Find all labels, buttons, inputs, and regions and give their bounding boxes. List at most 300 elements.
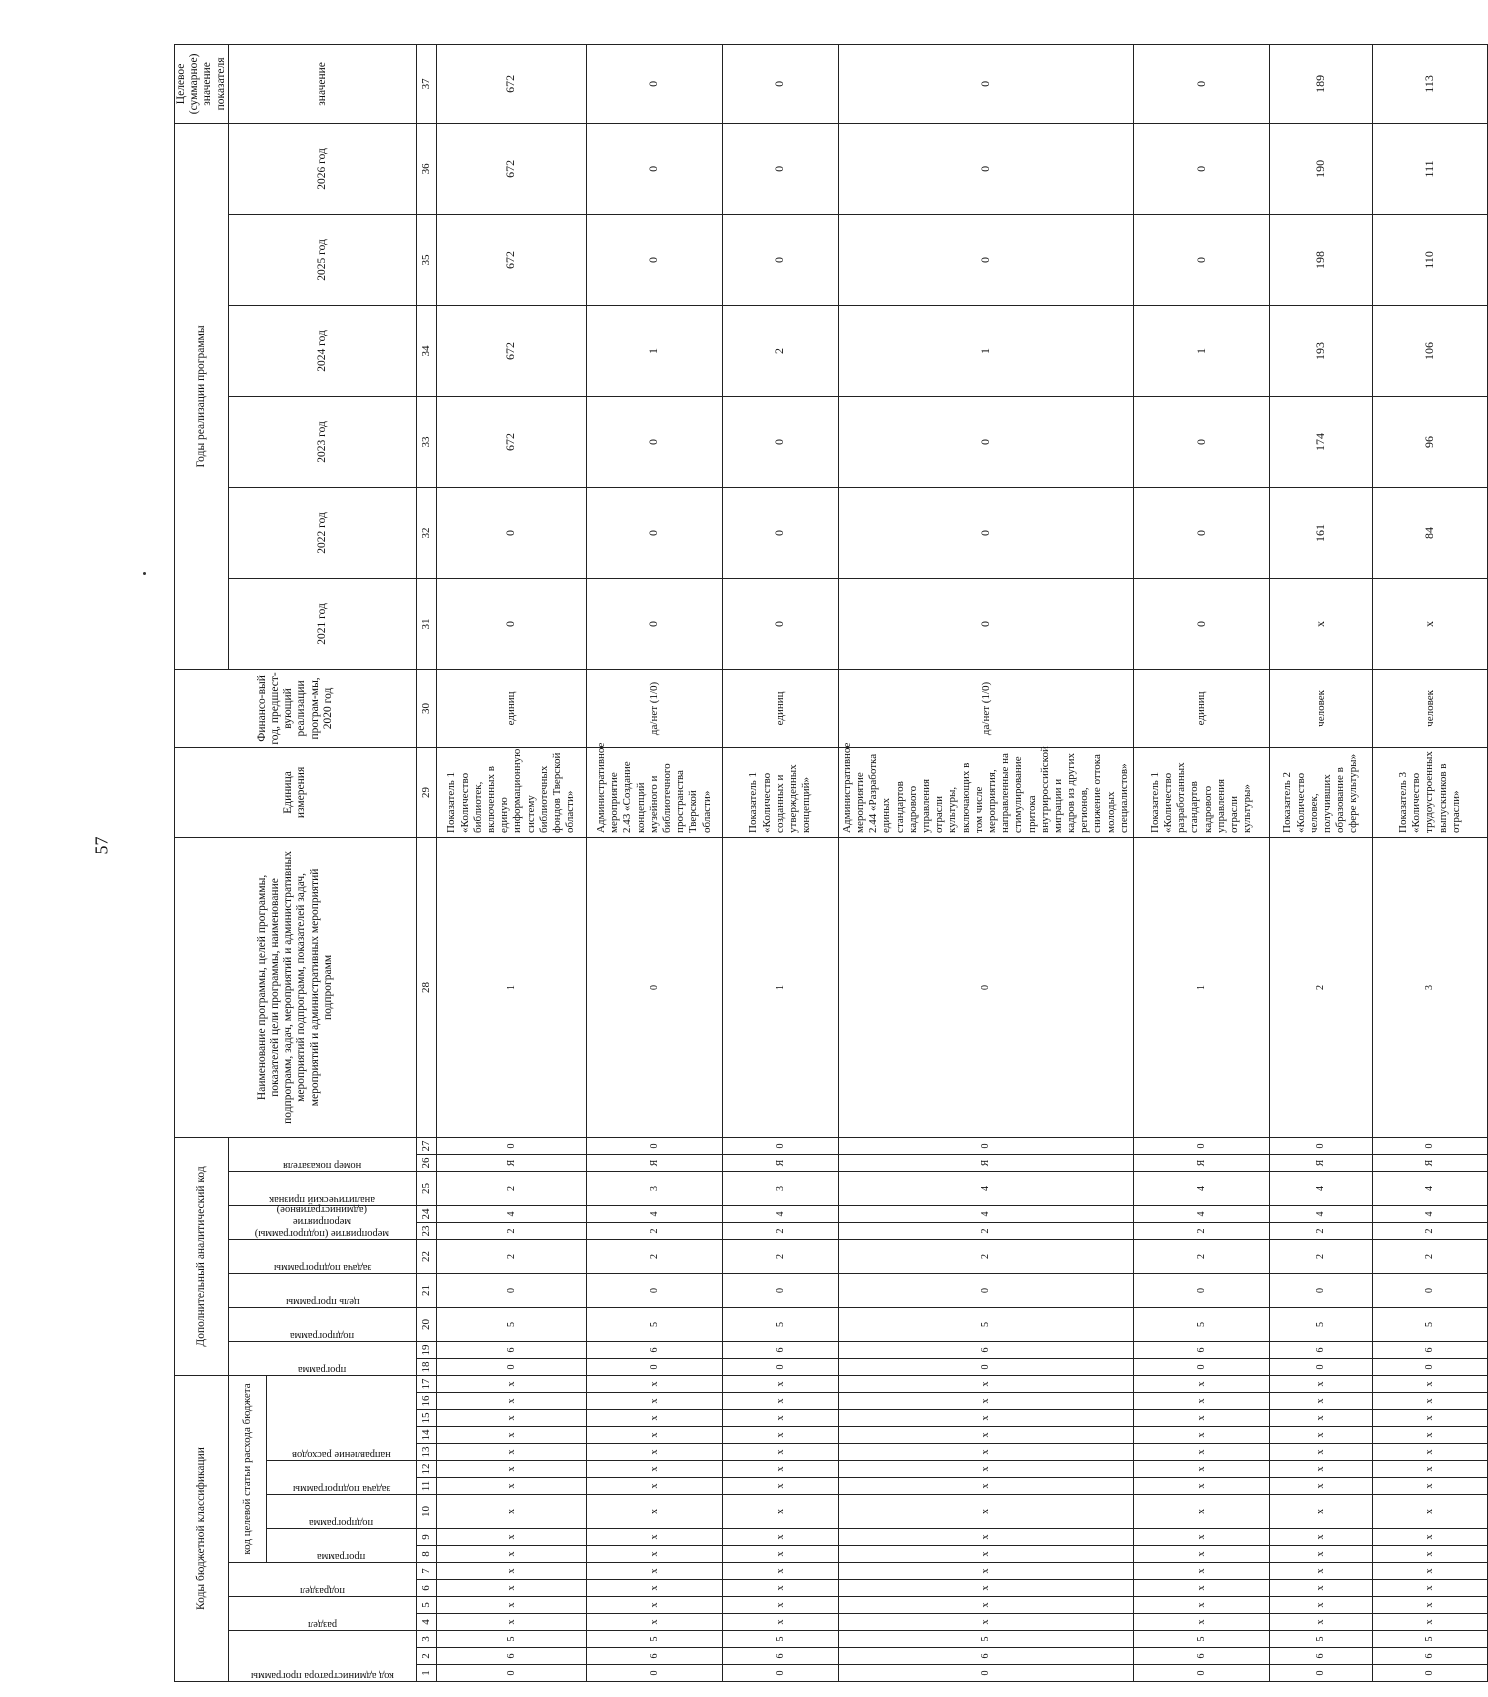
column-number: 7 — [416, 1563, 436, 1580]
value-cell: 0 — [838, 487, 1133, 578]
code-cell: х — [1134, 1427, 1270, 1444]
code-cell: х — [838, 1546, 1133, 1563]
code-cell: Я — [722, 1154, 838, 1171]
code-cell: 6 — [586, 1341, 722, 1358]
code-cell: 2 — [1134, 1222, 1270, 1239]
column-number: 26 — [416, 1154, 436, 1171]
column-number: 28 — [416, 837, 436, 1137]
code-cell: х — [586, 1546, 722, 1563]
value-cell: 0 — [586, 123, 722, 214]
code-cell: 0 — [1373, 1665, 1488, 1682]
code-cell: 3 — [586, 1171, 722, 1205]
indicator-name: Показатель 1 «Количество библиотек, включенных в единую информационную систему библиотечных фондов Тверской области» — [436, 747, 586, 837]
code-cell: 5 — [586, 1631, 722, 1648]
value-cell: 0 — [586, 214, 722, 305]
code-cell: х — [1134, 1614, 1270, 1631]
code-cell: 6 — [722, 1341, 838, 1358]
activity-header: мероприятие (подпрограммы) мероприятие (административное) — [228, 1205, 416, 1239]
column-number: 13 — [416, 1444, 436, 1461]
code-cell: х — [838, 1375, 1133, 1392]
code-cell: 6 — [1270, 1648, 1373, 1665]
code-cell: х — [1270, 1546, 1373, 1563]
value-cell: 0 — [838, 123, 1133, 214]
value-cell: 0 — [436, 578, 586, 669]
value-cell: 0 — [436, 487, 586, 578]
value-cell: 672 — [436, 396, 586, 487]
additional-code-header: Дополнительный аналитический код — [175, 1137, 229, 1375]
value-cell: 0 — [586, 44, 722, 123]
code-cell: х — [722, 1563, 838, 1580]
target-code-header: код целевой статьи расхода бюджета — [228, 1375, 266, 1562]
code-cell: 1 — [436, 837, 586, 1137]
unit-cell: человек — [1373, 669, 1488, 747]
code-cell: х — [1373, 1375, 1488, 1392]
value-cell: 111 — [1373, 123, 1488, 214]
code-cell: х — [586, 1597, 722, 1614]
column-number: 29 — [416, 747, 436, 837]
column-number: 25 — [416, 1171, 436, 1205]
code-cell: х — [1134, 1546, 1270, 1563]
code-cell: х — [436, 1614, 586, 1631]
add-subprogram-header: подпрограмма — [228, 1307, 416, 1341]
code-cell: х — [436, 1427, 586, 1444]
code-cell: х — [436, 1597, 586, 1614]
code-cell: х — [1373, 1427, 1488, 1444]
code-cell: х — [722, 1410, 838, 1427]
value-cell: 672 — [436, 123, 586, 214]
code-cell: 6 — [838, 1341, 1133, 1358]
value-cell: 84 — [1373, 487, 1488, 578]
unit-cell: единиц — [436, 669, 586, 747]
code-cell: х — [722, 1427, 838, 1444]
column-number: 12 — [416, 1461, 436, 1478]
code-cell: х — [838, 1580, 1133, 1597]
code-cell: х — [1373, 1580, 1488, 1597]
column-number: 20 — [416, 1307, 436, 1341]
unit-cell: единиц — [1134, 669, 1270, 747]
code-cell: х — [722, 1478, 838, 1495]
code-cell: 2 — [722, 1239, 838, 1273]
code-cell: х — [1270, 1375, 1373, 1392]
code-cell: 0 — [436, 1137, 586, 1154]
code-cell: х — [586, 1478, 722, 1495]
value-cell: 0 — [838, 396, 1133, 487]
code-cell: х — [1373, 1410, 1488, 1427]
code-cell: 5 — [722, 1307, 838, 1341]
code-cell: х — [436, 1580, 586, 1597]
section-header: раздел — [228, 1597, 416, 1631]
code-cell: х — [1373, 1546, 1488, 1563]
indicator-name: Административное мероприятие 2.44 «Разработка единых стандартов кадрового управления отрасли культуры, включающих в том числе мероприятия, направленные на стимулирование притока внутрироссийской миграции и кадров из других регионов, снижение оттока молодых специалистов» — [838, 747, 1133, 837]
code-cell: 2 — [436, 1239, 586, 1273]
code-cell: 2 — [436, 1171, 586, 1205]
code-cell: 0 — [1373, 1137, 1488, 1154]
code-cell: 0 — [586, 1358, 722, 1375]
code-cell: х — [1134, 1393, 1270, 1410]
value-cell: 161 — [1270, 487, 1373, 578]
column-number: 34 — [416, 305, 436, 396]
years-group-header: Годы реализации программы — [175, 123, 229, 669]
code-cell: х — [1373, 1444, 1488, 1461]
code-cell: х — [586, 1563, 722, 1580]
code-cell: 6 — [436, 1648, 586, 1665]
code-cell: х — [1270, 1495, 1373, 1529]
subsection-header: подраздел — [228, 1563, 416, 1597]
code-cell: 6 — [436, 1341, 586, 1358]
code-cell: 0 — [586, 1665, 722, 1682]
code-cell: 0 — [722, 1273, 838, 1307]
code-cell: 0 — [838, 837, 1133, 1137]
code-cell: 0 — [1134, 1665, 1270, 1682]
value-cell: 0 — [1134, 123, 1270, 214]
code-cell: 0 — [838, 1273, 1133, 1307]
column-number: 6 — [416, 1580, 436, 1597]
code-cell: Я — [1270, 1154, 1373, 1171]
indicator-name: Показатель 1 «Количество созданных и утвержденных концепций» — [722, 747, 838, 837]
column-number: 23 — [416, 1222, 436, 1239]
code-cell: х — [838, 1461, 1133, 1478]
code-cell: 2 — [1373, 1222, 1488, 1239]
code-cell: х — [838, 1427, 1133, 1444]
code-cell: х — [838, 1597, 1133, 1614]
table-row — [586, 44, 722, 1681]
code-cell: х — [838, 1529, 1133, 1546]
code-cell: х — [586, 1393, 722, 1410]
code-cell: 5 — [1373, 1631, 1488, 1648]
code-cell: 5 — [838, 1631, 1133, 1648]
value-cell: 0 — [722, 44, 838, 123]
year-2024-header: 2024 год — [228, 305, 416, 396]
table-row — [722, 44, 838, 1681]
table-row — [1134, 44, 1270, 1681]
code-cell: х — [1134, 1597, 1270, 1614]
code-cell: 5 — [586, 1307, 722, 1341]
code-cell: х — [1270, 1478, 1373, 1495]
code-cell: 5 — [436, 1631, 586, 1648]
code-cell: 0 — [838, 1665, 1133, 1682]
column-number: 17 — [416, 1375, 436, 1392]
code-cell: х — [1270, 1563, 1373, 1580]
code-cell: 1 — [1134, 837, 1270, 1137]
column-number: 18 — [416, 1358, 436, 1375]
code-cell: х — [1134, 1495, 1270, 1529]
code-cell: 4 — [1134, 1171, 1270, 1205]
year-2021-header: 2021 год — [228, 578, 416, 669]
admin-code-header: код администратора программы — [228, 1631, 416, 1682]
code-cell: Я — [586, 1154, 722, 1171]
code-cell: Я — [436, 1154, 586, 1171]
subprogram-task2-header: задача подпрограммы — [228, 1239, 416, 1273]
code-cell: 2 — [722, 1222, 838, 1239]
code-cell: 6 — [1134, 1648, 1270, 1665]
column-number: 15 — [416, 1410, 436, 1427]
unit-cell: да/нет (1/0) — [586, 669, 722, 747]
value-cell: 0 — [1134, 214, 1270, 305]
code-cell: х — [1373, 1529, 1488, 1546]
code-cell: х — [1270, 1410, 1373, 1427]
subprogram-task-header: задача подпрограммы — [266, 1461, 416, 1495]
code-cell: 4 — [586, 1205, 722, 1222]
value-cell: 1 — [1134, 305, 1270, 396]
table-row — [1270, 44, 1373, 1681]
code-cell: 5 — [436, 1307, 586, 1341]
code-cell: 2 — [1270, 1222, 1373, 1239]
rotated-table-wrapper — [174, 53, 1462, 1682]
code-cell: х — [838, 1410, 1133, 1427]
code-cell: х — [722, 1461, 838, 1478]
value-cell: 0 — [1134, 487, 1270, 578]
code-cell: х — [1373, 1597, 1488, 1614]
code-cell: х — [436, 1546, 586, 1563]
value-cell: х — [1270, 578, 1373, 669]
value-cell: 672 — [436, 214, 586, 305]
page-number: 57 — [91, 836, 112, 855]
code-cell: х — [1134, 1563, 1270, 1580]
code-cell: х — [436, 1444, 586, 1461]
unit-cell: да/нет (1/0) — [838, 669, 1133, 747]
code-cell: 0 — [722, 1358, 838, 1375]
value-cell: 0 — [838, 214, 1133, 305]
code-cell: х — [586, 1375, 722, 1392]
budget-codes-header: Коды бюджетной классификации — [175, 1375, 229, 1681]
value-cell: 190 — [1270, 123, 1373, 214]
code-cell: 0 — [1373, 1358, 1488, 1375]
column-number: 14 — [416, 1427, 436, 1444]
value-cell: 0 — [722, 487, 838, 578]
code-cell: х — [722, 1393, 838, 1410]
code-cell: 2 — [586, 1222, 722, 1239]
code-cell: 0 — [436, 1358, 586, 1375]
column-number: 35 — [416, 214, 436, 305]
program-goal-header: цель программы — [228, 1273, 416, 1307]
code-cell: 5 — [838, 1307, 1133, 1341]
code-cell: 6 — [722, 1648, 838, 1665]
column-number: 22 — [416, 1239, 436, 1273]
column-number: 27 — [416, 1137, 436, 1154]
name-column-header: Наименование программы, целей программы, показателей цели программы, наименование подпрограмм, задач, мероприятий и административных мероприятий подпрограмм, показателей задач, мероприятий и административных мероприятий подпрограмм — [175, 837, 417, 1137]
column-number: 5 — [416, 1597, 436, 1614]
column-number: 4 — [416, 1614, 436, 1631]
analytic-sign-header: аналитический признак — [228, 1171, 416, 1205]
year-2022-header: 2022 год — [228, 487, 416, 578]
code-cell: 0 — [722, 1665, 838, 1682]
code-cell: х — [586, 1427, 722, 1444]
code-cell: 5 — [1134, 1631, 1270, 1648]
value-cell: 0 — [722, 396, 838, 487]
code-cell: 5 — [1134, 1307, 1270, 1341]
value-cell: 193 — [1270, 305, 1373, 396]
code-cell: х — [436, 1529, 586, 1546]
code-cell: х — [722, 1546, 838, 1563]
code-cell: х — [1270, 1427, 1373, 1444]
value-cell: 0 — [838, 44, 1133, 123]
value-cell: 0 — [1134, 578, 1270, 669]
code-cell: х — [722, 1495, 838, 1529]
value-cell: 198 — [1270, 214, 1373, 305]
code-cell: 2 — [436, 1222, 586, 1239]
program-header: программа — [266, 1529, 416, 1563]
value-cell: 113 — [1373, 44, 1488, 123]
code-cell: 4 — [838, 1205, 1133, 1222]
code-cell: 1 — [722, 837, 838, 1137]
value-cell: 672 — [436, 305, 586, 396]
table-row — [838, 44, 1133, 1681]
column-number: 21 — [416, 1273, 436, 1307]
code-cell: 0 — [1270, 1137, 1373, 1154]
column-number: 37 — [416, 44, 436, 123]
code-cell: 0 — [1270, 1273, 1373, 1307]
code-cell: х — [1134, 1580, 1270, 1597]
expense-direction-header: направление расходов — [266, 1375, 416, 1460]
code-cell: 0 — [436, 1273, 586, 1307]
code-cell: 0 — [586, 837, 722, 1137]
code-cell: х — [838, 1563, 1133, 1580]
code-cell: х — [586, 1495, 722, 1529]
value-cell: 96 — [1373, 396, 1488, 487]
value-cell: х — [1373, 578, 1488, 669]
fin-year-column-header: Финансо-вый год, предшест-вующий реализации програм-мы, 2020 год — [175, 669, 417, 747]
code-cell: х — [436, 1495, 586, 1529]
code-cell: х — [1373, 1393, 1488, 1410]
column-number: 10 — [416, 1495, 436, 1529]
code-cell: х — [1373, 1495, 1488, 1529]
code-cell: х — [586, 1529, 722, 1546]
code-cell: 4 — [1373, 1205, 1488, 1222]
value-cell: 0 — [1134, 44, 1270, 123]
column-number-row — [416, 44, 436, 1681]
code-cell: 2 — [1134, 1239, 1270, 1273]
code-cell: 3 — [722, 1171, 838, 1205]
table-row — [1373, 44, 1488, 1681]
value-cell: 0 — [838, 578, 1133, 669]
table-row — [436, 44, 586, 1681]
code-cell: х — [1134, 1444, 1270, 1461]
code-cell: 6 — [1270, 1341, 1373, 1358]
column-number: 24 — [416, 1205, 436, 1222]
column-number: 19 — [416, 1341, 436, 1358]
value-cell: 106 — [1373, 305, 1488, 396]
code-cell: х — [838, 1614, 1133, 1631]
code-cell: х — [838, 1393, 1133, 1410]
value-cell: 0 — [586, 487, 722, 578]
column-number: 2 — [416, 1648, 436, 1665]
code-cell: х — [436, 1461, 586, 1478]
program-indicators-table — [174, 44, 1488, 1682]
code-cell: 0 — [586, 1273, 722, 1307]
column-number: 33 — [416, 396, 436, 487]
code-cell: 4 — [1134, 1205, 1270, 1222]
code-cell: 4 — [1270, 1171, 1373, 1205]
code-cell: 0 — [838, 1137, 1133, 1154]
value-cell: 174 — [1270, 396, 1373, 487]
code-cell: 4 — [722, 1205, 838, 1222]
code-cell: х — [1134, 1529, 1270, 1546]
code-cell: х — [722, 1597, 838, 1614]
code-cell: х — [1270, 1461, 1373, 1478]
code-cell: х — [838, 1478, 1133, 1495]
value-cell: 189 — [1270, 44, 1373, 123]
code-cell: Я — [1373, 1154, 1488, 1171]
code-cell: 2 — [586, 1239, 722, 1273]
column-number: 11 — [416, 1478, 436, 1495]
unit-cell: человек — [1270, 669, 1373, 747]
code-cell: х — [1134, 1478, 1270, 1495]
unit-column-header: Единица измерения — [175, 747, 417, 837]
indicator-name: Показатель 1 «Количество разработанных стандартов кадрового управления отрасли культуры» — [1134, 747, 1270, 837]
code-cell: 2 — [838, 1239, 1133, 1273]
column-number: 32 — [416, 487, 436, 578]
code-cell: 2 — [1270, 1239, 1373, 1273]
code-cell: 4 — [1270, 1205, 1373, 1222]
value-cell: 0 — [586, 578, 722, 669]
code-cell: х — [1270, 1393, 1373, 1410]
code-cell: 0 — [1270, 1665, 1373, 1682]
indicator-name: Показатель 3 «Количество трудоустроенных выпускников в отрасли» — [1373, 747, 1488, 837]
indicator-name: Показатель 2 «Количество человек, получивших образование в сфере культуры» — [1270, 747, 1373, 837]
code-cell: х — [722, 1614, 838, 1631]
value-cell: 1 — [838, 305, 1133, 396]
code-cell: х — [838, 1495, 1133, 1529]
code-cell: х — [436, 1478, 586, 1495]
code-cell: 0 — [436, 1665, 586, 1682]
column-number: 9 — [416, 1529, 436, 1546]
code-cell: 5 — [1270, 1307, 1373, 1341]
year-2025-header: 2025 год — [228, 214, 416, 305]
code-cell: 6 — [1373, 1341, 1488, 1358]
value-cell: 2 — [722, 305, 838, 396]
value-cell: 0 — [722, 578, 838, 669]
value-cell: 1 — [586, 305, 722, 396]
code-cell: х — [722, 1444, 838, 1461]
indicator-number-header: номер показателя — [228, 1137, 416, 1171]
code-cell: х — [1270, 1529, 1373, 1546]
code-cell: 6 — [1373, 1648, 1488, 1665]
code-cell: 4 — [436, 1205, 586, 1222]
year-2023-header: 2023 год — [228, 396, 416, 487]
code-cell: х — [586, 1410, 722, 1427]
code-cell: 5 — [1270, 1631, 1373, 1648]
code-cell: 2 — [1373, 1239, 1488, 1273]
code-cell: х — [1134, 1461, 1270, 1478]
code-cell: 0 — [1134, 1273, 1270, 1307]
code-cell: Я — [838, 1154, 1133, 1171]
code-cell: х — [1134, 1410, 1270, 1427]
value-cell: 672 — [436, 44, 586, 123]
code-cell: х — [1373, 1563, 1488, 1580]
value-cell: 0 — [722, 123, 838, 214]
code-cell: 2 — [838, 1222, 1133, 1239]
value-cell: 110 — [1373, 214, 1488, 305]
code-cell: х — [586, 1461, 722, 1478]
value-header: значение — [228, 44, 416, 123]
indicator-name: Административное мероприятие 2.43 «Создание концепций музейного и библиотечного пространства Тверской области» — [586, 747, 722, 837]
code-cell: х — [586, 1444, 722, 1461]
code-cell: х — [436, 1563, 586, 1580]
value-cell: 0 — [586, 396, 722, 487]
column-number: 8 — [416, 1546, 436, 1563]
code-cell: х — [1373, 1461, 1488, 1478]
scan-artifact-dot — [143, 572, 146, 575]
code-cell: х — [1134, 1375, 1270, 1392]
code-cell: 5 — [722, 1631, 838, 1648]
code-cell: х — [722, 1529, 838, 1546]
code-cell: 0 — [1134, 1358, 1270, 1375]
code-cell: 0 — [1270, 1358, 1373, 1375]
code-cell: х — [436, 1393, 586, 1410]
column-number: 31 — [416, 578, 436, 669]
code-cell: 6 — [838, 1648, 1133, 1665]
code-cell: х — [1270, 1614, 1373, 1631]
